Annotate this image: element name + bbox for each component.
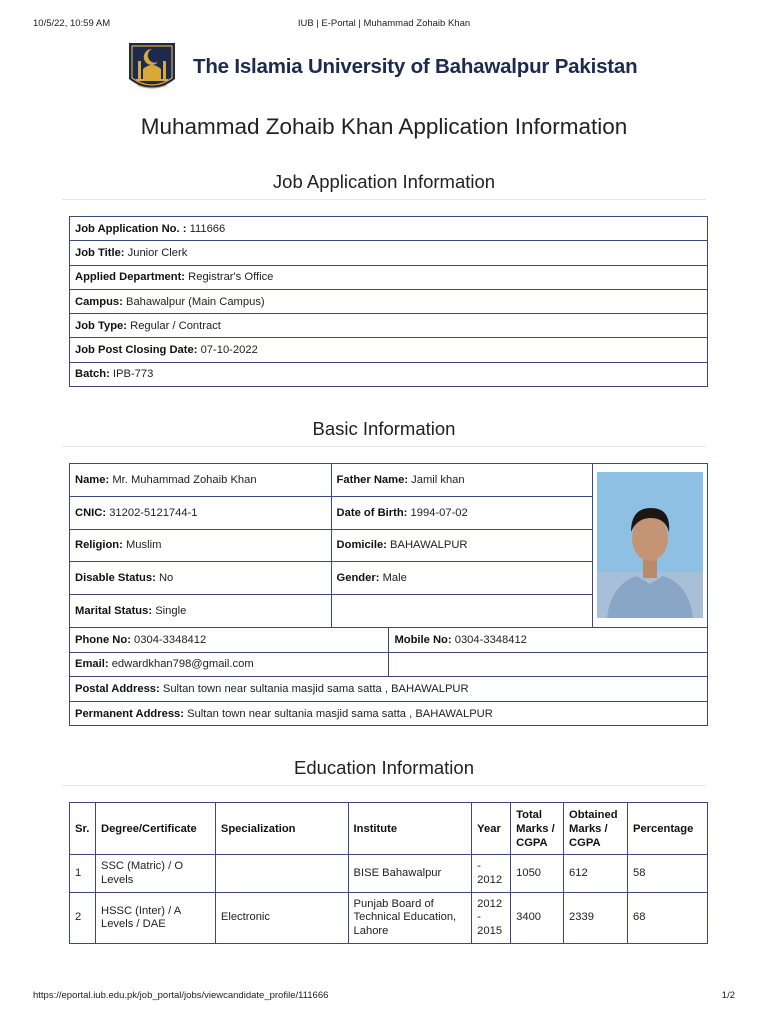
postal-address-cell [70, 677, 708, 702]
field-label: Mobile No: [394, 633, 452, 646]
cell-institute: BISE Bahawalpur [348, 855, 472, 893]
page-title: Muhammad Zohaib Khan Application Information [140, 114, 628, 139]
job-type-cell [70, 314, 708, 338]
father-name-cell [331, 464, 592, 497]
permanent-address-cell [70, 701, 708, 726]
field-label: Job Title: [75, 246, 125, 259]
cell-sr: 1 [70, 855, 96, 893]
print-page-title: IUB | E-Portal | Muhammad Zohaib Khan [297, 18, 471, 29]
field-value: Sultan town near sultania masjid sama satta , BAHAWALPUR [162, 682, 469, 695]
print-page-number: 1/2 [721, 990, 735, 1001]
table-row [70, 362, 708, 386]
field-value: Regular / Contract [130, 319, 221, 332]
field-value: 111666 [189, 222, 226, 235]
col-sr: Sr. [70, 803, 96, 855]
table-row [70, 217, 708, 241]
education-table [69, 802, 708, 944]
field-value: 07-10-2022 [200, 344, 258, 357]
table-row [70, 241, 708, 265]
field-label: Father Name: [336, 473, 409, 486]
col-institute: Institute [348, 803, 472, 855]
field-value: Muslim [125, 539, 162, 552]
person-photo-icon [597, 472, 703, 618]
photo-cell [592, 464, 707, 628]
basic-info-table [69, 463, 708, 726]
cell-degree: SSC (Matric) / O Levels [95, 855, 215, 893]
field-label: Job Application No. : [75, 222, 187, 235]
col-percentage: Percentage [628, 803, 708, 855]
field-value: Registrar's Office [188, 271, 274, 284]
print-footer [33, 990, 735, 1002]
table-row [70, 677, 708, 702]
field-value: Sultan town near sultania masjid sama satta , BAHAWALPUR [187, 707, 493, 720]
university-crest-icon [123, 39, 181, 95]
cnic-cell [70, 496, 332, 529]
empty-cell [331, 595, 592, 628]
phone-cell [70, 627, 389, 652]
cell-total-marks: 1050 [511, 855, 564, 893]
department-cell [70, 265, 708, 289]
field-value: Junior Clerk [127, 246, 188, 259]
col-specialization: Specialization [215, 803, 348, 855]
field-value: edwardkhan798@gmail.com [111, 658, 254, 671]
table-row [70, 855, 708, 893]
field-value: 0304-3348412 [454, 633, 527, 646]
field-label: Job Post Closing Date: [75, 344, 198, 357]
print-datetime: 10/5/22, 10:59 AM [33, 18, 111, 29]
empty-cell [389, 652, 708, 677]
table-row [70, 701, 708, 726]
marital-status-cell [70, 595, 332, 628]
field-label: CNIC: [75, 506, 107, 519]
field-value: 0304-3348412 [134, 633, 207, 646]
cell-specialization [215, 855, 348, 893]
field-label: Marital Status: [75, 605, 153, 618]
field-label: Phone No: [75, 633, 131, 646]
cell-specialization: Electronic [215, 893, 348, 944]
table-header-row [70, 803, 708, 855]
field-label: Disable Status: [75, 572, 156, 585]
field-value: Single [155, 605, 187, 618]
job-title-cell [70, 241, 708, 265]
cell-sr: 2 [70, 893, 96, 944]
field-value: IPB-773 [112, 368, 154, 381]
field-label: Campus: [75, 295, 123, 308]
table-row [70, 627, 708, 652]
field-value: Jamil khan [411, 473, 465, 486]
field-label: Domicile: [336, 539, 387, 552]
cell-total-marks: 3400 [511, 893, 564, 944]
batch-cell [70, 362, 708, 386]
dob-cell [331, 496, 592, 529]
cell-percentage: 58 [628, 855, 708, 893]
university-name: The Islamia University of Bahawalpur Pakistan [193, 55, 638, 78]
email-cell [70, 652, 389, 677]
field-label: Date of Birth: [336, 506, 408, 519]
university-header [123, 38, 637, 96]
cell-degree: HSSC (Inter) / A Levels / DAE [95, 893, 215, 944]
mobile-cell [389, 627, 708, 652]
name-cell [70, 464, 332, 497]
job-application-no-cell [70, 217, 708, 241]
field-value: Male [382, 572, 407, 585]
field-value: 1994-07-02 [410, 506, 468, 519]
field-label: Postal Address: [75, 682, 160, 695]
col-year: Year [472, 803, 511, 855]
table-row [70, 314, 708, 338]
table-row [70, 893, 708, 944]
col-obtained-marks: Obtained Marks / CGPA [564, 803, 628, 855]
cell-institute: Punjab Board of Technical Education, Lahore [348, 893, 472, 944]
table-row [70, 289, 708, 313]
print-url: https://eportal.iub.edu.pk/job_portal/jobs/viewcandidate_profile/111666 [33, 990, 329, 1001]
job-section-title: Job Application Information [62, 171, 706, 200]
gender-cell [331, 562, 592, 595]
print-header [33, 18, 735, 32]
field-label: Email: [75, 658, 109, 671]
field-label: Job Type: [75, 319, 128, 332]
table-row [70, 652, 708, 677]
col-total-marks: Total Marks / CGPA [511, 803, 564, 855]
basic-section-title: Basic Information [62, 418, 706, 447]
education-section-title: Education Information [62, 757, 706, 786]
table-row [70, 464, 708, 497]
disable-status-cell [70, 562, 332, 595]
table-row [70, 265, 708, 289]
field-label: Religion: [75, 539, 123, 552]
field-label: Name: [75, 473, 110, 486]
cell-year: - 2012 [472, 855, 511, 893]
field-value: No [158, 572, 174, 585]
field-value: BAHAWALPUR [390, 539, 468, 552]
table-row [70, 338, 708, 362]
cell-obtained-marks: 2339 [564, 893, 628, 944]
religion-cell [70, 529, 332, 562]
campus-cell [70, 289, 708, 313]
col-degree: Degree/Certificate [95, 803, 215, 855]
domicile-cell [331, 529, 592, 562]
field-value: Mr. Muhammad Zohaib Khan [112, 473, 257, 486]
cell-year: 2012 - 2015 [472, 893, 511, 944]
field-label: Gender: [336, 572, 380, 585]
job-info-table [69, 216, 708, 387]
field-label: Applied Department: [75, 271, 186, 284]
field-label: Permanent Address: [75, 707, 185, 720]
cell-percentage: 68 [628, 893, 708, 944]
applicant-photo [597, 472, 703, 618]
field-value: 31202-5121744-1 [109, 506, 198, 519]
cell-obtained-marks: 612 [564, 855, 628, 893]
field-value: Bahawalpur (Main Campus) [125, 295, 265, 308]
field-label: Batch: [75, 368, 110, 381]
closing-date-cell [70, 338, 708, 362]
